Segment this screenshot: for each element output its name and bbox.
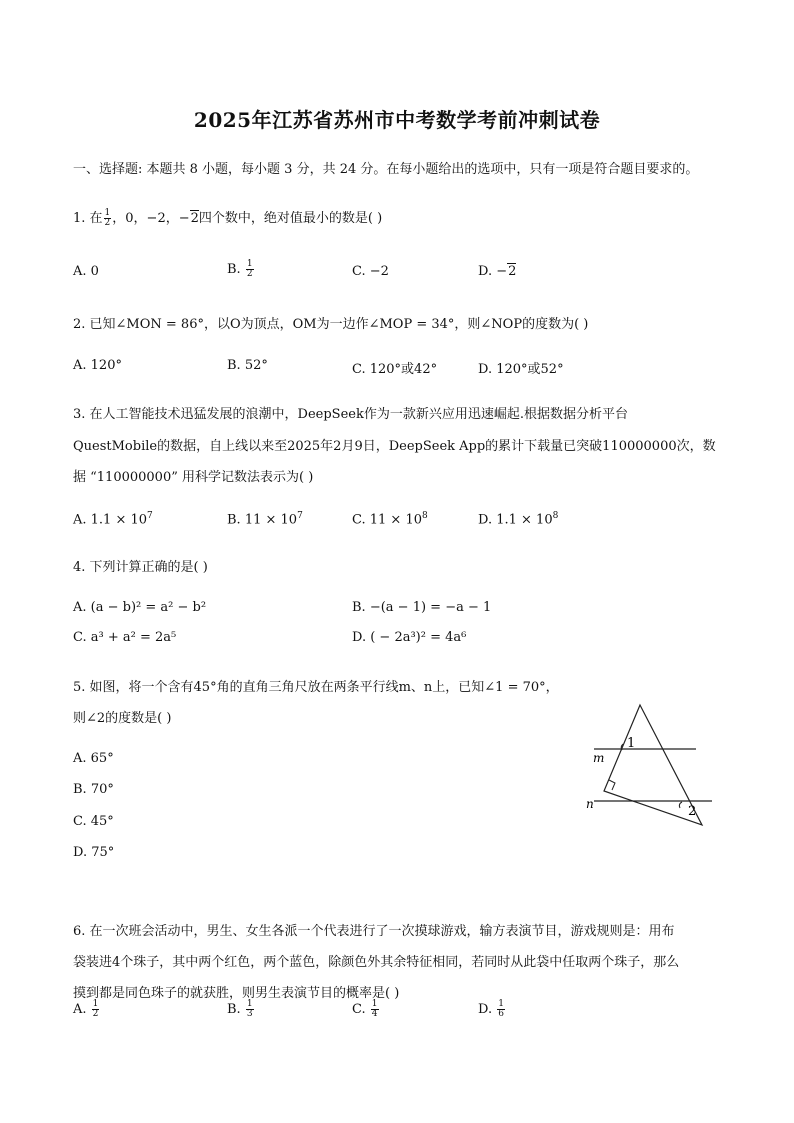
q3-option-a-base: A. 1.1 × 10 [73,512,148,528]
q6-option-b-fraction [246,1000,254,1019]
question-3-line-3: 据 “110000000” 用科学记数法表示为( ) [73,470,314,485]
question-6-line-1: 6. 在一次班会活动中，男生、女生各派一个代表进行了一次摸球游戏，输方表演节目，游戏规则是：用布 [73,924,675,939]
q3-option-d-base: D. 1.1 × 10 [478,512,553,528]
q5-figure [578,700,718,830]
q2-option-c: C. 120°或42° [352,362,438,377]
q1-option-b-den: 2 [246,269,253,279]
question-4: 4. 下列计算正确的是( ) [73,560,208,575]
q5-option-a: A. 65° [73,751,114,766]
q6-option-a [73,1000,100,1019]
q1-frac-den: 2 [104,218,111,228]
q1-option-b-num: 1 [246,259,253,269]
question-2: 2. 已知∠MON = 86°，以O为顶点，OM为一边作∠MOP = 34°，则∠NOP的度数为( ) [73,317,589,332]
q1-mid: ，0，−2，− [112,211,190,226]
q6-option-c-fraction [371,1000,379,1019]
q6-option-d [478,1000,506,1019]
q1-sqrt: 2 [190,211,199,226]
label-m: m [593,751,605,765]
q1-option-d [478,264,516,279]
label-n: n [586,797,594,811]
q5-option-d: D. 75° [73,845,115,860]
question-1 [73,207,382,228]
q3-option-b-exp: 7 [297,511,303,521]
q3-option-c-exp: 8 [422,511,428,521]
angle-2-arc [679,802,682,808]
q1-option-b-fraction [246,260,254,279]
q6-option-b [227,1000,255,1019]
q3-option-d [478,511,558,527]
q6-option-c [352,1000,380,1019]
q3-option-a-exp: 7 [147,511,153,521]
q6-option-b-den: 3 [246,1009,253,1019]
q6-option-a-fraction [92,1000,100,1019]
question-3-line-2: QuestMobile的数据，自上线以来至2025年2月9日，DeepSeek App的累计下载量已突破110000000次，数 [73,439,716,454]
q6-option-d-num: 1 [498,999,504,1009]
question-5-line-2: 则∠2的度数是( ) [73,711,172,726]
q2-option-b: B. 52° [227,358,268,373]
q6-option-a-label: A. [73,1002,87,1017]
q3-option-b-base: B. 11 × 10 [227,512,298,528]
q1-suffix: 四个数中，绝对值最小的数是( ) [198,211,383,226]
q3-option-c [352,511,428,527]
q6-option-b-label: B. [227,1002,241,1017]
q3-option-a [73,511,153,527]
q5-option-b: B. 70° [73,782,114,797]
q6-option-d-fraction [497,1000,505,1019]
q6-option-c-den: 4 [371,1009,378,1019]
question-3-line-1: 3. 在人工智能技术迅猛发展的浪潮中，DeepSeek作为一款新兴应用迅速崛起.根据数据分析平台 [73,407,628,422]
q6-option-c-label: C. [352,1002,366,1017]
q1-option-b-label: B. [227,262,241,277]
q1-prefix: 1. 在 [73,211,103,226]
q6-option-b-num: 1 [246,999,253,1009]
question-6-line-2: 袋装进4个珠子，其中两个红色，两个蓝色，除颜色外其余特征相同，若同时从此袋中任取两个珠子，那么 [73,955,680,970]
q6-option-a-num: 1 [92,999,99,1009]
q4-option-c: C. a³ + a² = 2a⁵ [73,630,177,645]
q4-option-b: B. −(a − 1) = −a − 1 [352,600,492,615]
question-6-line-3: 摸到都是同色珠子的就获胜，则男生表演节目的概率是( ) [73,986,400,1001]
q1-fraction [104,209,112,228]
angle-2-label: 2 [688,804,697,819]
page-title: 2025年江苏省苏州市中考数学考前冲刺试卷 [193,108,601,132]
q4-option-a: A. (a − b)² = a² − b² [73,600,207,615]
q2-option-a: A. 120° [73,358,122,373]
q2-option-d: D. 120°或52° [478,362,564,377]
q1-option-c: C. −2 [352,264,389,279]
q1-frac-num: 1 [104,208,111,218]
q3-option-b [227,511,303,527]
q1-option-d-sqrt: 2 [508,264,517,279]
q3-option-c-base: C. 11 × 10 [352,512,422,528]
q6-option-c-num: 1 [371,999,378,1009]
q5-option-c: C. 45° [73,814,114,829]
q6-option-d-label: D. [478,1002,493,1017]
q4-option-d: D. ( − 2a³)² = 4a⁶ [352,630,467,645]
q1-option-d-label: D. − [478,264,508,279]
q1-option-a: A. 0 [73,264,99,279]
q1-option-b [227,260,255,279]
right-angle-mark [609,780,615,790]
question-5-line-1: 5. 如图，将一个含有45°角的直角三角尺放在两条平行线m、n上，已知∠1 = 70°， [73,680,559,695]
q3-option-d-exp: 8 [552,511,559,521]
angle-1-label: 1 [627,736,636,751]
section-heading: 一、选择题: 本题共 8 小题，每小题 3 分，共 24 分。在每小题给出的选项中，只有一项是符合题目要求的。 [73,162,699,177]
q6-option-a-den: 2 [92,1009,99,1019]
q6-option-d-den: 6 [498,1009,504,1019]
